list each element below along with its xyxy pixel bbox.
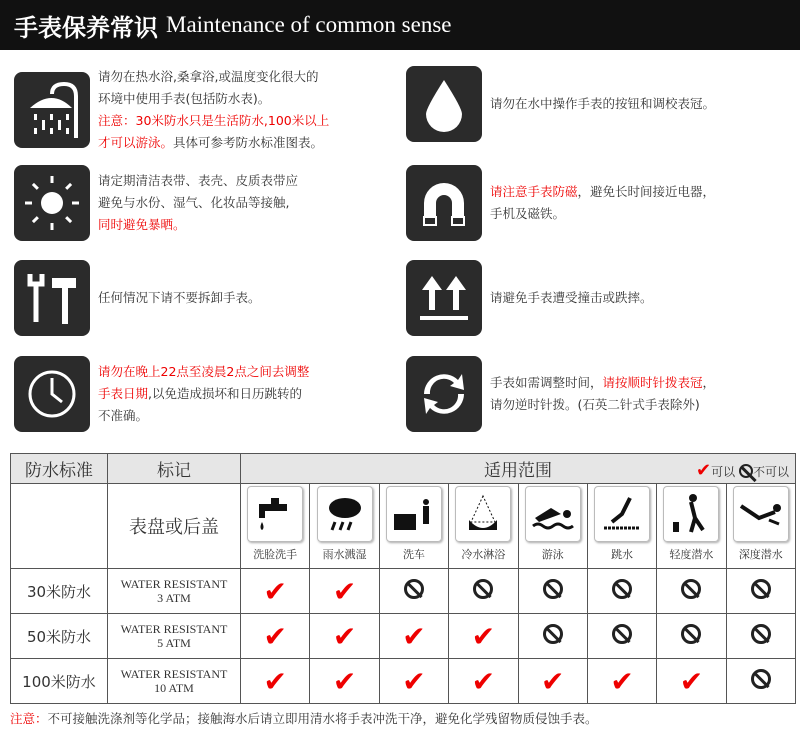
normal-text: ，: [702, 375, 716, 390]
activity-icon-2: [386, 486, 442, 542]
tip-item: [406, 356, 715, 432]
legend: [696, 460, 789, 481]
activity-icon-0: [247, 486, 303, 542]
header-standard: 防水标准: [11, 454, 108, 484]
tip-text: [98, 66, 329, 154]
activity-label: 轻度潜水: [669, 548, 714, 561]
normal-text: 请勿在热水浴,桑拿浴,或温度变化很大的: [98, 69, 319, 84]
tip-line: [98, 287, 261, 309]
tip-line: [490, 372, 715, 394]
scope-cell: [241, 659, 310, 704]
title-zh: 手表保养常识: [14, 13, 158, 42]
normal-text: 手机及磁铁。: [490, 206, 566, 221]
tip-line: [490, 394, 715, 416]
normal-text: 具体可参考防水标准图表。: [173, 135, 324, 150]
sun-icon: [14, 165, 90, 241]
header-scope-label: 适用范围: [484, 461, 552, 481]
tip-text: [98, 361, 309, 427]
prohibited-icon: [612, 579, 632, 599]
clock-icon: [14, 356, 90, 432]
scope-cell: [379, 659, 448, 704]
tip-line: [98, 132, 329, 154]
tip-line: [98, 214, 298, 236]
activity-icon-1: [317, 486, 373, 542]
check-icon: ✔: [332, 574, 357, 608]
prohibited-icon: [751, 624, 771, 644]
activity-cell: [587, 484, 656, 569]
tip-line: [490, 181, 715, 203]
check-icon: ✔: [332, 619, 357, 653]
mark-line: WATER RESISTANT: [120, 667, 228, 681]
scope-cell: [518, 569, 587, 614]
tip-line: [490, 287, 653, 309]
scope-cell: [726, 614, 795, 659]
scope-cell: [379, 614, 448, 659]
scope-cell: [449, 659, 518, 704]
activity-label: 洗车: [402, 548, 425, 561]
standard-cell: 100米防水: [11, 659, 108, 704]
prohibited-icon: [473, 579, 493, 599]
warning-text: 请按顺时针拨表冠: [602, 375, 703, 390]
activity-cell: [241, 484, 310, 569]
scope-cell: [518, 659, 587, 704]
warning-text: 手表日期: [98, 386, 149, 401]
tip-line: [490, 203, 715, 225]
table-row: [11, 569, 796, 614]
water-drop-icon: [406, 66, 482, 142]
mark-line: WATER RESISTANT: [120, 577, 228, 591]
footer-note: [10, 709, 598, 727]
mark-cell: [108, 659, 241, 704]
scope-cell: [241, 614, 310, 659]
table-row: [11, 614, 796, 659]
scope-cell: [310, 569, 379, 614]
normal-text: 任何情况下请不要拆卸手表。: [98, 290, 261, 305]
page-header: [0, 0, 800, 50]
tip-line: [98, 383, 309, 405]
tools-icon: [14, 260, 90, 336]
prohibited-icon: [751, 579, 771, 599]
activity-icon-3: [455, 486, 511, 542]
tip-item: [406, 260, 653, 336]
scope-cell: [657, 614, 726, 659]
prohibited-icon: [681, 624, 701, 644]
activity-label: 跳水: [611, 548, 634, 561]
prohibited-icon: [739, 464, 753, 478]
title-en: Maintenance of common sense: [166, 12, 452, 37]
scope-cell: [587, 569, 656, 614]
tip-line: [98, 110, 329, 132]
check-icon: ✔: [471, 619, 496, 653]
tip-line: [98, 192, 298, 214]
activity-icon-7: [733, 486, 789, 542]
mark-atm: 5 ATM: [157, 636, 191, 650]
scope-cell: [241, 569, 310, 614]
activity-cell: [449, 484, 518, 569]
footer-text: 不可接触洗涤剂等化学品；接触海水后请立即用清水将手表冲洗干净，避免化学残留物质侵蚀手表。: [47, 711, 598, 726]
normal-text: ，避免长时间接近电器，: [577, 184, 716, 199]
arrows-up-icon: [406, 260, 482, 336]
tip-line: [98, 88, 329, 110]
activity-label: 冷水淋浴: [461, 548, 506, 561]
activity-cell: [379, 484, 448, 569]
tip-text: [490, 287, 653, 309]
check-icon: ✔: [402, 619, 426, 653]
header-mark: 标记: [108, 454, 241, 484]
prohibited-icon: [612, 624, 632, 644]
scope-cell: [726, 659, 795, 704]
prohibited-icon: [751, 669, 771, 689]
tip-item: [14, 260, 261, 336]
normal-text: 请避免手表遭受撞击或跌摔。: [490, 290, 653, 305]
tip-text: [98, 170, 298, 236]
warning-text: 请勿在晚上22点至凌晨2点之间去调整: [98, 364, 310, 379]
tip-text: [490, 93, 715, 115]
activity-icon-4: [525, 486, 581, 542]
tip-line: [98, 405, 309, 427]
prohibited-icon: [543, 624, 563, 644]
warning-text: 同时避免暴晒。: [98, 217, 186, 232]
magnet-icon: [406, 165, 482, 241]
normal-text: 环境中使用手表(包括防水表)。: [98, 91, 271, 106]
normal-text: 请勿在水中操作手表的按钮和调校表冠。: [490, 96, 716, 111]
scope-cell: [657, 659, 726, 704]
shower-icon: [14, 72, 90, 148]
scope-cell: [449, 614, 518, 659]
activity-icon-5: [594, 486, 650, 542]
refresh-icon: [406, 356, 482, 432]
tip-line: [98, 361, 309, 383]
mark-label: 表盘或后盖: [108, 484, 241, 569]
check-icon: ✔: [540, 664, 565, 698]
tip-item: [14, 66, 329, 154]
mark-cell: [108, 614, 241, 659]
legend-no: 不可以: [752, 465, 789, 479]
tip-line: [98, 170, 298, 192]
table-row: [11, 659, 796, 704]
tip-item: [406, 66, 715, 142]
scope-cell: [587, 614, 656, 659]
normal-text: 不准确。: [98, 408, 149, 423]
tip-line: [98, 66, 329, 88]
tip-item: [406, 165, 715, 241]
empty-cell: [11, 484, 108, 569]
tip-item: [14, 165, 298, 241]
tip-line: [490, 93, 715, 115]
scope-cell: [449, 569, 518, 614]
normal-text: ,以免造成损坏和日历跳转的: [148, 386, 302, 401]
scope-cell: [657, 569, 726, 614]
scope-cell: [310, 659, 379, 704]
check-icon: ✔: [263, 664, 287, 698]
scope-cell: [518, 614, 587, 659]
mark-cell: [108, 569, 241, 614]
prohibited-icon: [681, 579, 701, 599]
check-icon: ✔: [263, 574, 287, 608]
prohibited-icon: [404, 579, 424, 599]
activity-label: 游泳: [541, 548, 564, 561]
check-icon: ✔: [696, 460, 712, 481]
mark-line: WATER RESISTANT: [120, 622, 228, 636]
header-scope: [241, 454, 796, 484]
check-icon: ✔: [471, 664, 496, 698]
normal-text: 请勿逆时针拨。(石英二针式手表除外): [490, 397, 700, 412]
check-icon: ✔: [679, 664, 704, 698]
activity-label: 洗脸洗手: [253, 548, 298, 561]
waterproof-table: [10, 453, 796, 704]
legend-yes: 可以: [711, 465, 736, 479]
warning-text: 注意：30米防水只是生活防水,100米以上: [98, 113, 330, 128]
tip-text: [490, 372, 715, 416]
activity-label: 深度潜水: [738, 548, 783, 561]
warning-text: 才可以游泳。: [98, 135, 174, 150]
activity-cell: [310, 484, 379, 569]
scope-cell: [379, 569, 448, 614]
prohibited-icon: [543, 579, 563, 599]
activity-cell: [657, 484, 726, 569]
tip-text: [490, 181, 715, 225]
warning-text: 请注意手表防磁: [490, 184, 578, 199]
scope-cell: [587, 659, 656, 704]
footer-label: 注意：: [10, 711, 48, 726]
scope-cell: [726, 569, 795, 614]
mark-atm: 10 ATM: [154, 681, 194, 695]
normal-text: 避免与水份、湿气、化妆品等接触,: [98, 195, 290, 210]
tip-text: [98, 287, 261, 309]
check-icon: ✔: [402, 664, 426, 698]
mark-atm: 3 ATM: [157, 591, 191, 605]
scope-cell: [310, 614, 379, 659]
activity-icon-6: [663, 486, 719, 542]
standard-cell: 30米防水: [11, 569, 108, 614]
check-icon: ✔: [610, 664, 634, 698]
normal-text: 手表如需调整时间，: [490, 375, 603, 390]
normal-text: 请定期清洁表带、表壳、皮质表带应: [98, 173, 299, 188]
standard-cell: 50米防水: [11, 614, 108, 659]
check-icon: ✔: [332, 664, 357, 698]
tip-item: [14, 356, 309, 432]
activity-label: 雨水溅湿: [322, 548, 367, 561]
activity-cell: [726, 484, 795, 569]
activity-cell: [518, 484, 587, 569]
check-icon: ✔: [263, 619, 287, 653]
